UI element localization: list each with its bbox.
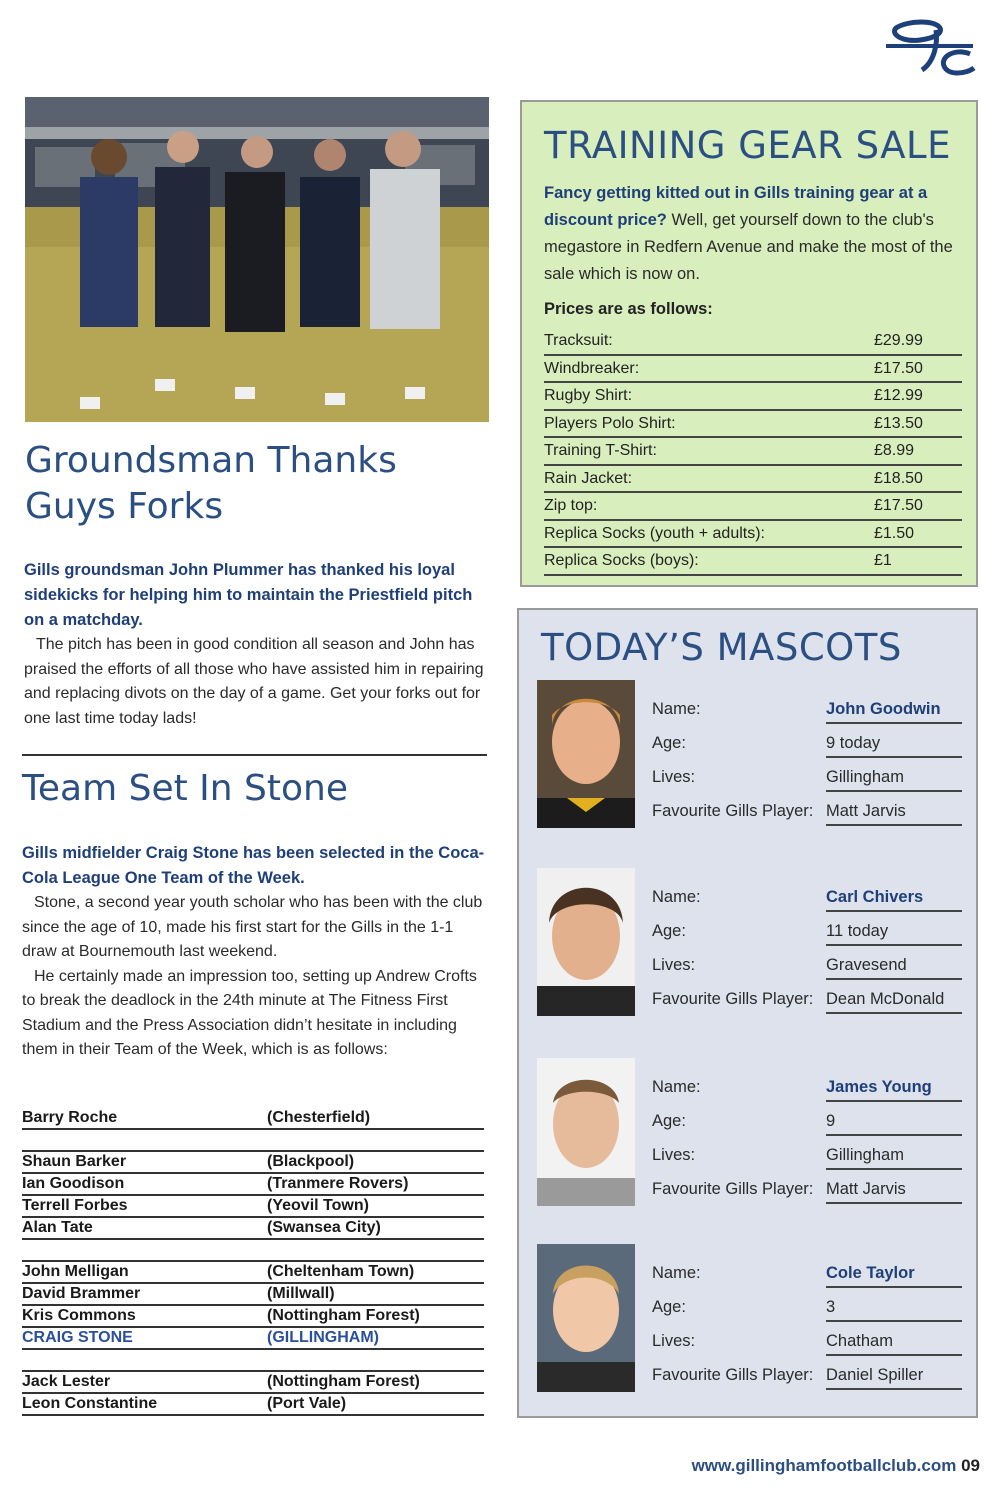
- groundsman-body: The pitch has been in good condition all season and John has praised the efforts of all those who have assisted him in repairing and replacing divots on the day of a game. Get your forks out for one last time today lads!: [24, 636, 484, 727]
- table-row: [22, 1174, 484, 1196]
- price-row: [544, 493, 962, 521]
- groundsman-title-line2: Guys Forks: [25, 486, 224, 527]
- mascot-favourite-player: Dean McDonald: [826, 986, 962, 1014]
- player-name: John Melligan: [22, 1263, 129, 1280]
- mascot-lives: Gravesend: [826, 952, 962, 980]
- mascot-name-row: [652, 880, 964, 914]
- player-club: (GILLINGHAM): [267, 1329, 379, 1346]
- mascot-photo: [537, 1244, 635, 1392]
- mascot-age: 9 today: [826, 730, 962, 758]
- table-row: [22, 1262, 484, 1284]
- section-divider: [22, 754, 487, 756]
- table-row: [22, 1152, 484, 1174]
- price-row: [544, 521, 962, 549]
- player-club: (Cheltenham Town): [267, 1263, 415, 1280]
- mascot-favourite-player: Matt Jarvis: [826, 1176, 962, 1204]
- training-gear-intro-lead: Fancy getting kitted out in Gills training gear at a discount price?: [544, 184, 928, 229]
- player-club: (Nottingham Forest): [267, 1307, 420, 1324]
- mascot-lives-row: [652, 948, 964, 982]
- player-club: (Chesterfield): [267, 1109, 371, 1126]
- player-club: (Swansea City): [267, 1219, 381, 1236]
- price-row: [544, 438, 962, 466]
- price-row: [544, 411, 962, 439]
- player-name: CRAIG STONE: [22, 1329, 133, 1346]
- player-name: David Brammer: [22, 1285, 141, 1302]
- age-label: Age:: [652, 1298, 686, 1316]
- groundsman-team-photo: [25, 97, 489, 422]
- training-gear-box: [520, 100, 978, 587]
- item-name: Rugby Shirt:: [544, 387, 633, 404]
- item-price: £8.99: [874, 442, 915, 459]
- club-logo: [878, 18, 978, 80]
- mascot-lives: Chatham: [826, 1328, 962, 1356]
- player-label: Favourite Gills Player:: [652, 1180, 814, 1198]
- mascot-age: 11 today: [826, 918, 962, 946]
- age-label: Age:: [652, 922, 686, 940]
- table-row: [22, 1108, 484, 1130]
- player-club: (Port Vale): [267, 1395, 347, 1412]
- mascot-card: [537, 1244, 967, 1394]
- item-name: Replica Socks (boys):: [544, 552, 699, 569]
- mascot-photo: [537, 680, 635, 828]
- groundsman-lead: Gills groundsman John Plummer has thanked his loyal sidekicks for helping him to maintain the Priestfield pitch on a matchday.: [24, 561, 473, 629]
- mascot-favourite-player: Matt Jarvis: [826, 798, 962, 826]
- prices-heading: Prices are as follows:: [544, 300, 713, 318]
- item-price: £13.50: [874, 414, 923, 432]
- mascot-name-row: [652, 1256, 964, 1290]
- player-club: (Yeovil Town): [267, 1197, 369, 1214]
- mascot-photo: [537, 1058, 635, 1206]
- table-row-highlight: [22, 1328, 484, 1350]
- item-price: £17.50: [874, 497, 923, 514]
- player-name: Leon Constantine: [22, 1395, 158, 1412]
- mascot-photo: [537, 868, 635, 1016]
- name-label: Name:: [652, 888, 701, 906]
- player-club: (Blackpool): [267, 1153, 355, 1170]
- team-of-week-table: [22, 1108, 484, 1416]
- training-gear-title: TRAINING GEAR SALE: [544, 124, 952, 167]
- mascot-age-row: [652, 1290, 964, 1324]
- price-row: [544, 383, 962, 411]
- item-price: £1.50: [874, 524, 915, 542]
- price-row: [544, 328, 962, 356]
- player-label: Favourite Gills Player:: [652, 990, 814, 1008]
- training-gear-intro: [544, 180, 954, 288]
- table-row: [22, 1196, 484, 1218]
- item-name: Windbreaker:: [544, 359, 640, 377]
- item-price: £12.99: [874, 387, 923, 404]
- lives-label: Lives:: [652, 768, 696, 786]
- mascot-favourite-player: Daniel Spiller: [826, 1362, 962, 1390]
- footer-url[interactable]: www.gillinghamfootballclub.com: [691, 1456, 957, 1475]
- price-row: [544, 548, 962, 576]
- player-name: Alan Tate: [22, 1219, 93, 1236]
- group-spacer: [22, 1350, 484, 1372]
- mascot-player-row: [652, 982, 964, 1016]
- team-story-lead: Gills midfielder Craig Stone has been selected in the Coca-Cola League One Team of the Week.: [22, 844, 485, 887]
- group-spacer: [22, 1240, 484, 1262]
- name-label: Name:: [652, 700, 701, 718]
- mascots-box: [517, 608, 978, 1418]
- lives-label: Lives:: [652, 1332, 696, 1350]
- name-label: Name:: [652, 1264, 701, 1282]
- groundsman-title-line1: Groundsman Thanks: [25, 440, 397, 481]
- table-row: [22, 1372, 484, 1394]
- age-label: Age:: [652, 1112, 686, 1130]
- item-name: Zip top:: [544, 497, 598, 514]
- mascot-card: [537, 1058, 967, 1208]
- player-label: Favourite Gills Player:: [652, 1366, 814, 1384]
- item-price: £1: [874, 552, 892, 569]
- player-name: Shaun Barker: [22, 1153, 127, 1170]
- page-number: 09: [961, 1456, 980, 1475]
- mascots-title: TODAY’S MASCOTS: [541, 626, 902, 669]
- team-story-title: Team Set In Stone: [22, 768, 348, 809]
- player-label: Favourite Gills Player:: [652, 802, 814, 820]
- name-label: Name:: [652, 1078, 701, 1096]
- player-name: Barry Roche: [22, 1109, 118, 1126]
- mascot-age-row: [652, 726, 964, 760]
- mascot-lives-row: [652, 760, 964, 794]
- mascot-card: [537, 868, 967, 1018]
- groundsman-title: [25, 438, 397, 530]
- page-footer: [692, 1456, 980, 1476]
- item-name: Rain Jacket:: [544, 469, 633, 487]
- mascot-age-row: [652, 914, 964, 948]
- team-story-para1: Stone, a second year youth scholar who has been with the club since the age of 10, made his first start for the Gills in the 1-1 draw at Bournemouth last weekend.: [22, 894, 483, 960]
- mascot-age: 9: [826, 1108, 962, 1136]
- mascot-lives: Gillingham: [826, 764, 962, 792]
- age-label: Age:: [652, 734, 686, 752]
- item-price: £18.50: [874, 469, 923, 487]
- mascot-lives-row: [652, 1138, 964, 1172]
- price-row: [544, 466, 962, 494]
- mascot-age: 3: [826, 1294, 962, 1322]
- team-story-article: [22, 841, 490, 1063]
- mascot-lives: Gillingham: [826, 1142, 962, 1170]
- item-name: Training T-Shirt:: [544, 442, 657, 459]
- mascot-player-row: [652, 1172, 964, 1206]
- table-row: [22, 1284, 484, 1306]
- player-name: Jack Lester: [22, 1373, 111, 1390]
- item-name: Replica Socks (youth + adults):: [544, 524, 765, 542]
- team-story-para2: He certainly made an impression too, setting up Andrew Crofts to break the deadlock in the 24th minute at The Fitness First Stadium and the Press Association didn’t hesitate in including them in their Team of the Week, which is as follows:: [22, 967, 477, 1058]
- table-row: [22, 1218, 484, 1240]
- mascot-name: John Goodwin: [826, 696, 962, 724]
- item-price: £17.50: [874, 359, 923, 377]
- mascot-player-row: [652, 1358, 964, 1392]
- price-row: [544, 356, 962, 384]
- lives-label: Lives:: [652, 1146, 696, 1164]
- player-name: Kris Commons: [22, 1307, 136, 1324]
- mascot-player-row: [652, 794, 964, 828]
- price-list: [544, 328, 962, 576]
- player-club: (Nottingham Forest): [267, 1373, 420, 1390]
- mascot-name: James Young: [826, 1074, 962, 1102]
- player-name: Terrell Forbes: [22, 1197, 128, 1214]
- groundsman-article: [24, 558, 490, 731]
- item-name: Players Polo Shirt:: [544, 414, 676, 432]
- mascot-lives-row: [652, 1324, 964, 1358]
- player-name: Ian Goodison: [22, 1175, 125, 1192]
- mascot-age-row: [652, 1104, 964, 1138]
- mascot-name-row: [652, 692, 964, 726]
- item-name: Tracksuit:: [544, 332, 613, 349]
- training-gear-intro-rest: Well, get yourself down to the club's megastore in Redfern Avenue and make the most of the sale which is now on.: [544, 211, 953, 283]
- mascot-name-row: [652, 1070, 964, 1104]
- group-spacer: [22, 1130, 484, 1152]
- player-club: (Millwall): [267, 1285, 335, 1302]
- mascot-card: [537, 680, 967, 830]
- player-club: (Tranmere Rovers): [267, 1175, 409, 1192]
- table-row: [22, 1394, 484, 1416]
- mascot-name: Carl Chivers: [826, 884, 962, 912]
- lives-label: Lives:: [652, 956, 696, 974]
- table-row: [22, 1306, 484, 1328]
- mascot-name: Cole Taylor: [826, 1260, 962, 1288]
- item-price: £29.99: [874, 332, 923, 349]
